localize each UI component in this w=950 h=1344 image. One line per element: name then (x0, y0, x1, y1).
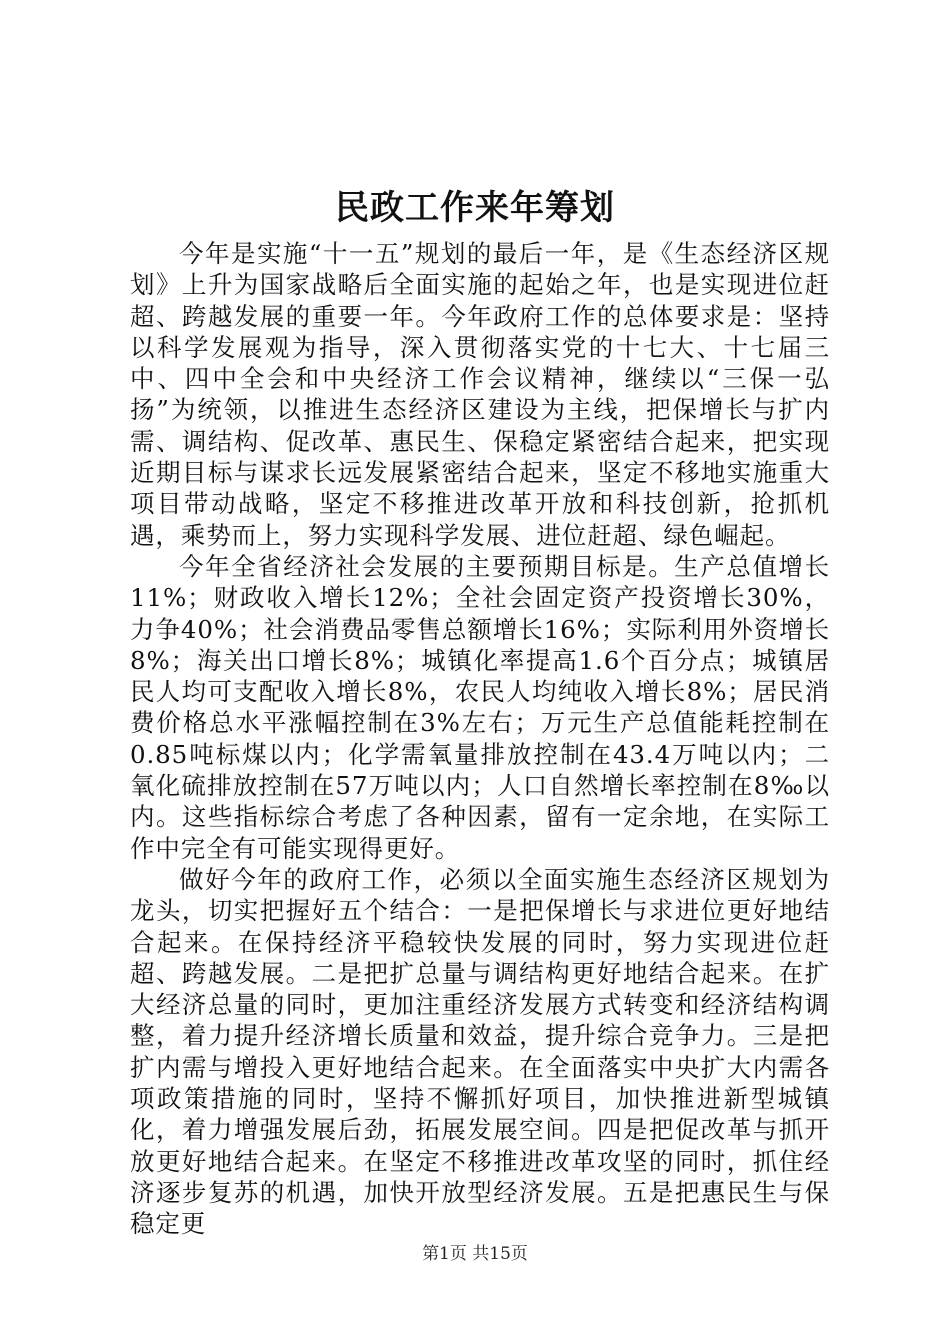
document-title: 民政工作来年筹划 (335, 188, 615, 228)
paragraph: 今年全省经济社会发展的主要预期目标是。生产总值增长11%；财政收入增长12%；全社会固定资产投资增长30%，力争40%；社会消费品零售总额增长16%；实际利用外资增长8%；海关出口增长8%；城镇化率提高1.6个百分点；城镇居民人均可支配收入增长8%，农民人均纯收入增长8%；居民消费价格总水平涨幅控制在3%左右；万元生产总值能耗控制在0.85吨标煤以内；化学需氧量排放控制在43.4万吨以内；二氧化硫排放控制在57万吨以内；人口自然增长率控制在8‰以内。这些指标综合考虑了各种因素，留有一定余地，在实际工作中完全有可能实现得更好。 (130, 551, 830, 863)
paragraph: 今年是实施“十一五”规划的最后一年，是《生态经济区规划》上升为国家战略后全面实施的起始之年，也是实现进位赶超、跨越发展的重要一年。今年政府工作的总体要求是：坚持以科学发展观为指导，深入贯彻落实党的十七大、十七届三中、四中全会和中央经济工作会议精神，继续以“三保一弘扬”为统领，以推进生态经济区建设为主线，把保增长与扩内需、调结构、促改革、惠民生、保稳定紧密结合起来，把实现近期目标与谋求长远发展紧密结合起来，坚定不移地实施重大项目带动战略，坚定不移推进改革开放和科技创新，抢抓机遇，乘势而上，努力实现科学发展、进位赶超、绿色崛起。 (130, 239, 830, 550)
paragraph: 做好今年的政府工作，必须以全面实施生态经济区规划为龙头，切实把握好五个结合：一是把保增长与求进位更好地结合起来。在保持经济平稳较快发展的同时，努力实现进位赶超、跨越发展。二是把扩总量与调结构更好地结合起来。在扩大经济总量的同时，更加注重经济发展方式转变和经济结构调整，着力提升经济增长质量和效益，提升综合竞争力。三是把扩内需与增投入更好地结合起来。在全面落实中央扩大内需各项政策措施的同时，坚持不懈抓好项目，加快推进新型城镇化，着力增强发展后劲，拓展发展空间。四是把促改革与抓开放更好地结合起来。在坚定不移推进改革攻坚的同时，抓住经济逐步复苏的机遇，加快开放型经济发展。五是把惠民生与保稳定更 (130, 864, 830, 1239)
document-body (130, 238, 830, 1240)
page-number: 第1页 共15页 (422, 1244, 528, 1264)
